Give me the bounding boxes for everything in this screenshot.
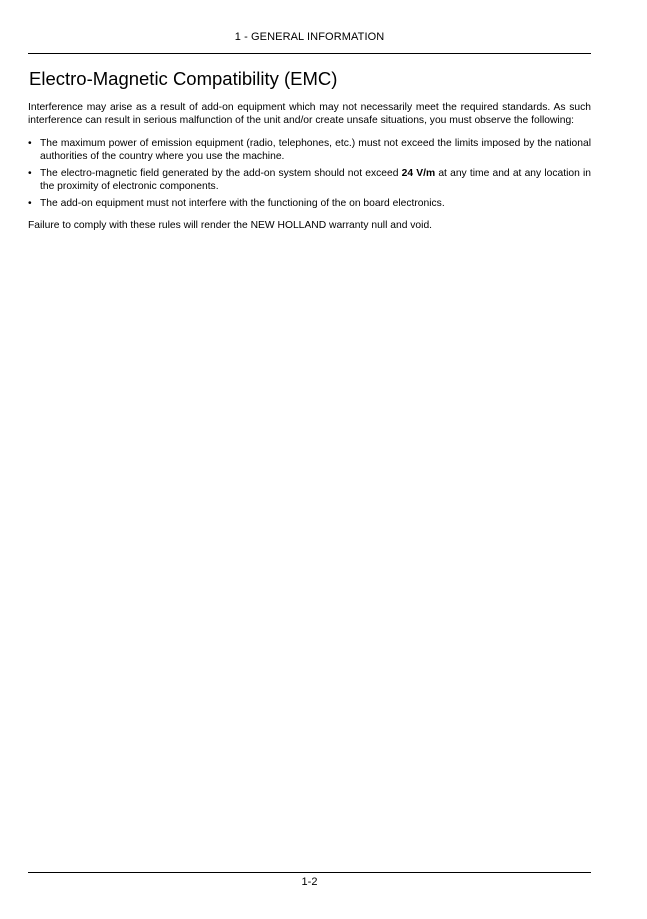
section-title: Electro-Magnetic Compatibility (EMC) xyxy=(29,68,338,89)
requirements-list xyxy=(28,137,591,210)
bullet-icon: • xyxy=(28,168,32,179)
list-item xyxy=(28,197,591,210)
list-item-text-after: at any time and at any location in the proximity of electronic components. xyxy=(40,168,591,192)
bullet-icon: • xyxy=(28,198,32,209)
field-limit-value: 24 V/m xyxy=(401,168,436,179)
footer-divider xyxy=(28,872,591,873)
list-item-text: The add-on equipment must not interfere with the functioning of the on board electronics. xyxy=(40,198,445,209)
list-item xyxy=(28,167,591,193)
list-item-text: The maximum power of emission equipment (radio, telephones, etc.) must not exceed the limits imposed by the national authorities of the country where you use the machine. xyxy=(40,138,591,162)
closing-paragraph: Failure to comply with these rules will render the NEW HOLLAND warranty null and void. xyxy=(28,220,433,231)
list-item-text-before: The electro-magnetic field generated by the add-on system should not exceed xyxy=(40,168,402,179)
header-divider xyxy=(28,53,591,54)
running-header: 1 - GENERAL INFORMATION xyxy=(234,31,385,43)
intro-paragraph: Interference may arise as a result of add-on equipment which may not necessarily meet the required standards. As such interference can result in serious malfunction of the unit and/or create unsafe situations, you must observe the following: xyxy=(28,102,591,126)
list-item xyxy=(28,137,591,163)
bullet-icon: • xyxy=(28,138,32,149)
page-number: 1-2 xyxy=(301,876,318,888)
page-content xyxy=(28,67,591,242)
